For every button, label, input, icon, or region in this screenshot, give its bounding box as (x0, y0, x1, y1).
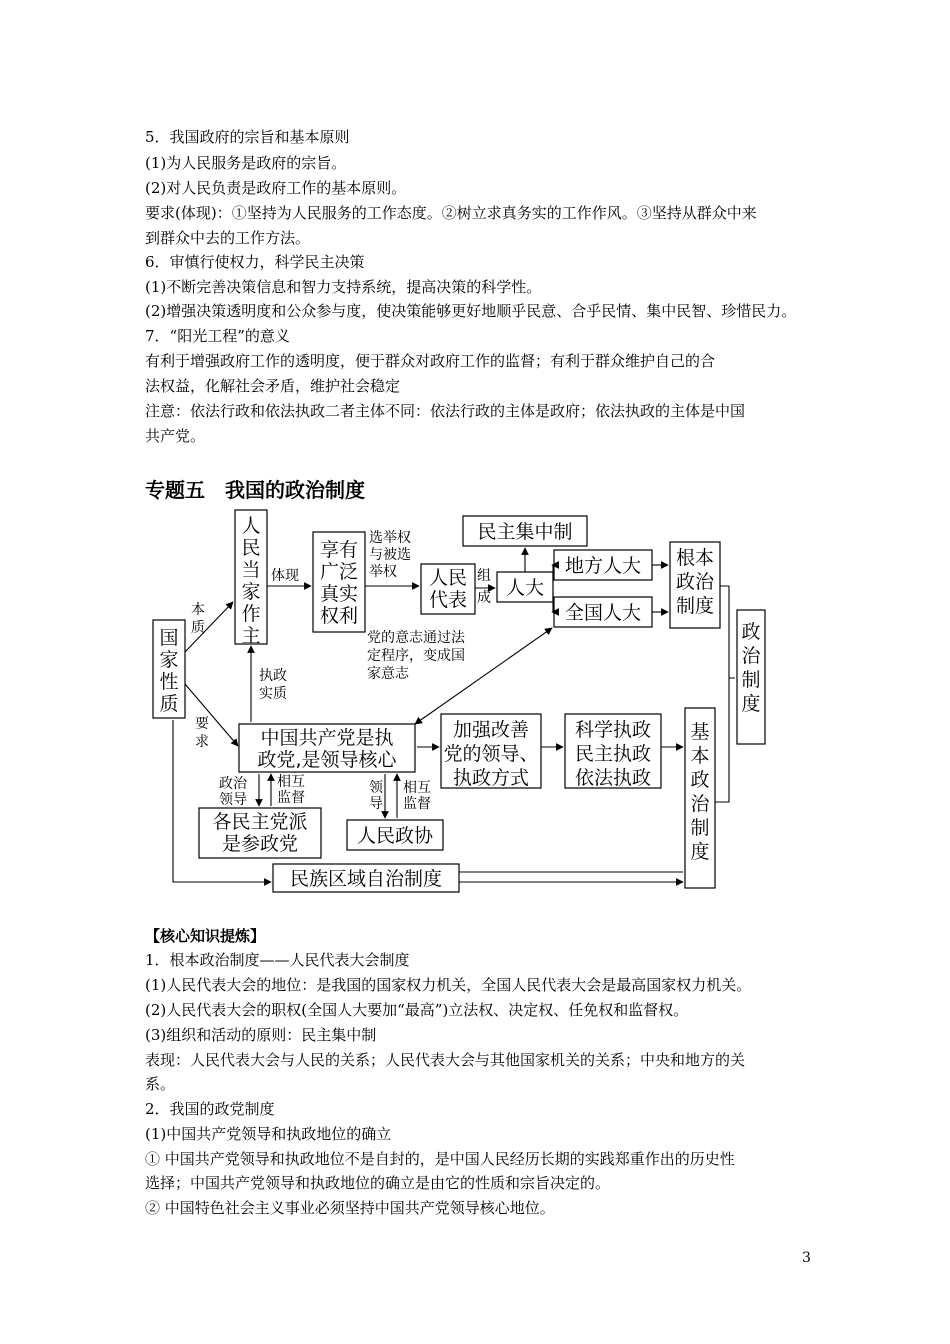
text-line: 到群众中去的工作方法。 (145, 229, 311, 247)
label-minzhu-jizhong: 民主集中制 (477, 521, 573, 543)
core-heading: 【核心知识提炼】 (145, 927, 266, 945)
label-jiaqiang: 加强改善党的领导、执政方式 (443, 719, 539, 789)
political-system-diagram (145, 502, 825, 897)
text-line: 要求(体现)：①坚持为人民服务的工作态度。②树立求真务实的工作作风。③坚持从群众中来 (145, 204, 757, 222)
label-zhengxie: 人民政协 (356, 825, 434, 847)
text-line: ② 中国特色社会主义事业必须坚持中国共产党领导核心地位。 (145, 1199, 555, 1217)
label-xuanju: 选举权与被选举权 (369, 530, 411, 580)
text-line: 有利于增强政府工作的透明度，便于群众对政府工作的监督；有利于群众维护自己的合 (145, 352, 716, 370)
label-xianghu-jiandu-2: 相互监督 (403, 780, 431, 812)
label-renmin-dangjia: 人民当家作主 (241, 515, 261, 647)
text-line: 法权益，化解社会矛盾，维护社会稳定 (145, 377, 401, 395)
label-tixian: 体现 (271, 568, 299, 584)
label-zucheng: 组成 (477, 568, 491, 606)
text-line: 选择；中国共产党领导和执政地位的确立是由它的性质和宗旨决定的。 (145, 1174, 611, 1192)
section-title: 专题五 我国的政治制度 (145, 478, 365, 502)
label-xianghu-jiandu-1: 相互监督 (277, 774, 305, 806)
label-kexue: 科学执政民主执政依法执政 (574, 719, 652, 789)
text-line: 7．“阳光工程”的意义 (145, 327, 290, 345)
text-line: (1)不断完善决策信息和智力支持系统，提高决策的科学性。 (145, 278, 542, 296)
label-minzu-quyu: 民族区域自治制度 (289, 868, 443, 890)
label-benzhi: 本质 (191, 602, 205, 636)
label-yaoqiu: 要求 (195, 716, 209, 750)
text-line: (2)对人民负责是政府工作的基本原则。 (145, 179, 407, 197)
text-line: 6．审慎行使权力，科学民主决策 (145, 253, 365, 271)
text-line: (2)人民代表大会的职权(全国人大要加“最高”)立法权、决定权、任免权和监督权。 (145, 1001, 689, 1019)
text-line: ① 中国共产党领导和执政地位不是自封的，是中国人民经历长期的实践郑重作出的历史性 (145, 1150, 735, 1168)
label-zhizheng-shizhi: 执政实质 (259, 668, 287, 702)
text-line: 2．我国的政党制度 (145, 1100, 275, 1118)
text-line: (1)为人民服务是政府的宗旨。 (145, 154, 347, 172)
text-line: (2)增强决策透明度和公众参与度，使决策能够更好地顺乎民意、合乎民情、集中民智、珍惜民力。 (145, 302, 797, 320)
label-zhengzhi-lingdao: 政治领导 (219, 776, 247, 808)
label-difang-renda: 地方人大 (564, 555, 642, 577)
text-line: 系。 (145, 1075, 176, 1093)
label-jiben: 基本政治制度 (690, 721, 710, 863)
label-genben: 根本政治制度 (675, 547, 715, 617)
label-dang-yizhi: 党的意志通过法定程序，变成国家意志 (367, 630, 465, 682)
label-lingdao: 领导 (369, 780, 383, 812)
page-number: 3 (802, 1250, 811, 1266)
label-zhengzhi-zhidu: 政治制度 (741, 621, 761, 715)
text-line: (1)中国共产党领导和执政地位的确立 (145, 1125, 392, 1143)
text-line: (1)人民代表大会的地位：是我国的国家权力机关，全国人民代表大会是最高国家权力机关。 (145, 976, 752, 994)
label-minzhu-dangpai: 各民主党派是参政党 (212, 811, 308, 855)
text-line: 注意：依法行政和依法执政二者主体不同：依法行政的主体是政府；依法执政的主体是中国 (145, 402, 746, 420)
label-guojia-xingzhi: 国家性质 (159, 627, 179, 715)
label-quanguo-renda: 全国人大 (564, 602, 642, 624)
label-renda: 人大 (505, 577, 545, 599)
text-line: (3)组织和活动的原则：民主集中制 (145, 1026, 377, 1044)
text-line: 1．根本政治制度——人民代表大会制度 (145, 951, 410, 969)
text-line: 表现：人民代表大会与人民的关系；人民代表大会与其他国家机关的关系；中央和地方的关 (145, 1051, 746, 1069)
text-line: 共产党。 (145, 427, 206, 445)
text-line: 5．我国政府的宗旨和基本原则 (145, 128, 350, 146)
label-xiangyou: 享有广泛真实权利 (319, 539, 359, 627)
label-gongchandang: 中国共产党是执政党,是领导核心 (257, 727, 397, 771)
label-renmin-daibiao: 人民代表 (428, 567, 468, 611)
